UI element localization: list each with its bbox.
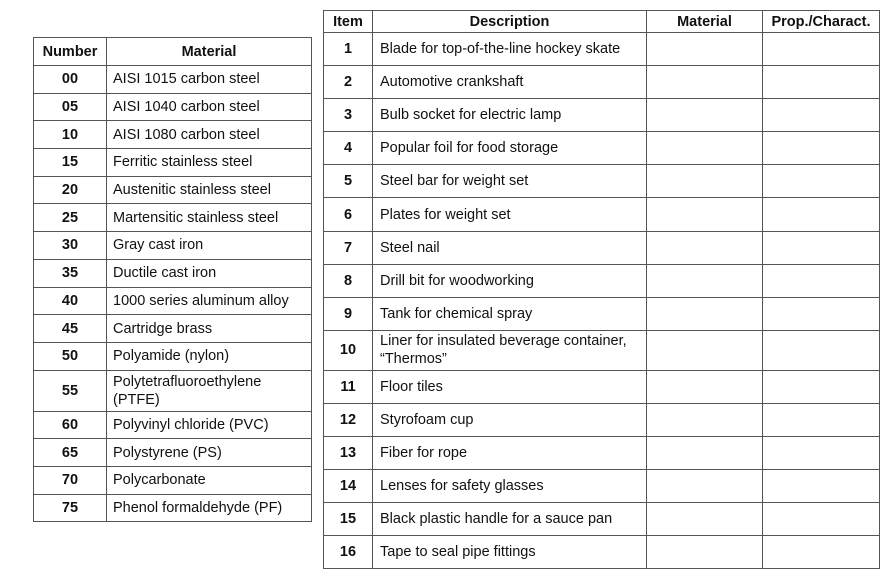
item-description: Steel nail xyxy=(373,231,647,264)
item-description: Bulb socket for electric lamp xyxy=(373,99,647,132)
item-material-cell[interactable] xyxy=(647,99,763,132)
table-row xyxy=(324,264,880,297)
material-number: 40 xyxy=(34,287,107,315)
item-prop-cell[interactable] xyxy=(763,297,880,330)
material-number: 60 xyxy=(34,411,107,439)
material-name: Phenol formaldehyde (PF) xyxy=(107,494,312,522)
material-number: 30 xyxy=(34,232,107,260)
item-number: 14 xyxy=(324,470,373,503)
item-material-cell[interactable] xyxy=(647,231,763,264)
column-header-number: Number xyxy=(34,38,107,66)
table-row xyxy=(324,503,880,536)
item-material-cell[interactable] xyxy=(647,330,763,370)
table-row xyxy=(34,466,312,494)
item-prop-cell[interactable] xyxy=(763,33,880,66)
item-number: 12 xyxy=(324,403,373,436)
item-number: 16 xyxy=(324,536,373,569)
item-prop-cell[interactable] xyxy=(763,403,880,436)
material-number: 00 xyxy=(34,66,107,94)
item-prop-cell[interactable] xyxy=(763,536,880,569)
table-row xyxy=(34,259,312,287)
item-material-cell[interactable] xyxy=(647,66,763,99)
material-name: Ferritic stainless steel xyxy=(107,149,312,177)
item-prop-cell[interactable] xyxy=(763,231,880,264)
item-number: 4 xyxy=(324,132,373,165)
item-material-cell[interactable] xyxy=(647,264,763,297)
table-row xyxy=(324,330,880,370)
material-name: Polyamide (nylon) xyxy=(107,342,312,370)
table-row xyxy=(324,231,880,264)
item-description: Black plastic handle for a sauce pan xyxy=(373,503,647,536)
material-name: AISI 1015 carbon steel xyxy=(107,66,312,94)
material-name: Polyvinyl chloride (PVC) xyxy=(107,411,312,439)
item-material-cell[interactable] xyxy=(647,132,763,165)
item-prop-cell[interactable] xyxy=(763,503,880,536)
material-number: 70 xyxy=(34,466,107,494)
item-prop-cell[interactable] xyxy=(763,66,880,99)
item-prop-cell[interactable] xyxy=(763,99,880,132)
table-row xyxy=(34,342,312,370)
item-material-cell[interactable] xyxy=(647,470,763,503)
item-description: Steel bar for weight set xyxy=(373,165,647,198)
table-row xyxy=(34,232,312,260)
table-row xyxy=(324,297,880,330)
item-number: 13 xyxy=(324,437,373,470)
table-row xyxy=(324,99,880,132)
item-description: Fiber for rope xyxy=(373,437,647,470)
item-description: Drill bit for woodworking xyxy=(373,264,647,297)
column-header-item: Item xyxy=(324,11,373,33)
item-prop-cell[interactable] xyxy=(763,198,880,231)
material-number: 05 xyxy=(34,93,107,121)
item-prop-cell[interactable] xyxy=(763,437,880,470)
item-prop-cell[interactable] xyxy=(763,264,880,297)
table-row xyxy=(324,403,880,436)
item-description: Styrofoam cup xyxy=(373,403,647,436)
table-row xyxy=(324,536,880,569)
material-name: Polystyrene (PS) xyxy=(107,439,312,467)
item-prop-cell[interactable] xyxy=(763,330,880,370)
item-number: 2 xyxy=(324,66,373,99)
table-row xyxy=(34,149,312,177)
items-table xyxy=(323,10,880,569)
table-row xyxy=(324,437,880,470)
item-number: 15 xyxy=(324,503,373,536)
material-name: AISI 1040 carbon steel xyxy=(107,93,312,121)
table-row xyxy=(324,132,880,165)
table-row xyxy=(34,204,312,232)
material-name: 1000 series aluminum alloy xyxy=(107,287,312,315)
table-row xyxy=(34,93,312,121)
item-description: Lenses for safety glasses xyxy=(373,470,647,503)
material-number: 55 xyxy=(34,370,107,411)
table-row xyxy=(34,176,312,204)
items-header-row xyxy=(324,11,880,33)
item-number: 6 xyxy=(324,198,373,231)
item-prop-cell[interactable] xyxy=(763,370,880,403)
materials-header-row xyxy=(34,38,312,66)
table-row xyxy=(34,411,312,439)
material-name: Polycarbonate xyxy=(107,466,312,494)
item-number: 9 xyxy=(324,297,373,330)
material-name: AISI 1080 carbon steel xyxy=(107,121,312,149)
item-description: Blade for top-of-the-line hockey skate xyxy=(373,33,647,66)
item-description: Popular foil for food storage xyxy=(373,132,647,165)
item-number: 1 xyxy=(324,33,373,66)
column-header-material: Material xyxy=(107,38,312,66)
item-number: 5 xyxy=(324,165,373,198)
item-number: 10 xyxy=(324,330,373,370)
item-material-cell[interactable] xyxy=(647,198,763,231)
column-header-description: Description xyxy=(373,11,647,33)
item-material-cell[interactable] xyxy=(647,437,763,470)
table-row xyxy=(34,315,312,343)
item-material-cell[interactable] xyxy=(647,370,763,403)
item-number: 7 xyxy=(324,231,373,264)
material-name: Gray cast iron xyxy=(107,232,312,260)
item-number: 11 xyxy=(324,370,373,403)
item-description: Floor tiles xyxy=(373,370,647,403)
item-description: Tape to seal pipe fittings xyxy=(373,536,647,569)
table-row xyxy=(34,439,312,467)
table-row xyxy=(324,198,880,231)
materials-table xyxy=(33,37,312,522)
table-row xyxy=(34,287,312,315)
item-description: Liner for insulated beverage container, “Thermos” xyxy=(373,330,647,370)
table-row xyxy=(34,370,312,411)
material-name: Cartridge brass xyxy=(107,315,312,343)
material-number: 45 xyxy=(34,315,107,343)
material-number: 15 xyxy=(34,149,107,177)
table-row xyxy=(324,370,880,403)
item-prop-cell[interactable] xyxy=(763,132,880,165)
item-number: 8 xyxy=(324,264,373,297)
material-name: Martensitic stainless steel xyxy=(107,204,312,232)
item-material-cell[interactable] xyxy=(647,536,763,569)
material-name: Ductile cast iron xyxy=(107,259,312,287)
item-material-cell[interactable] xyxy=(647,403,763,436)
column-header-prop: Prop./Charact. xyxy=(763,11,880,33)
table-row xyxy=(324,165,880,198)
table-row xyxy=(34,121,312,149)
material-number: 35 xyxy=(34,259,107,287)
material-name: Polytetrafluoroethylene (PTFE) xyxy=(107,370,312,411)
material-number: 65 xyxy=(34,439,107,467)
column-header-material: Material xyxy=(647,11,763,33)
item-number: 3 xyxy=(324,99,373,132)
item-prop-cell[interactable] xyxy=(763,165,880,198)
table-row xyxy=(324,33,880,66)
item-material-cell[interactable] xyxy=(647,33,763,66)
item-description: Tank for chemical spray xyxy=(373,297,647,330)
item-description: Automotive crankshaft xyxy=(373,66,647,99)
material-number: 50 xyxy=(34,342,107,370)
material-number: 25 xyxy=(34,204,107,232)
material-number: 20 xyxy=(34,176,107,204)
item-description: Plates for weight set xyxy=(373,198,647,231)
item-material-cell[interactable] xyxy=(647,165,763,198)
material-number: 10 xyxy=(34,121,107,149)
material-number: 75 xyxy=(34,494,107,522)
table-row xyxy=(34,66,312,94)
item-material-cell[interactable] xyxy=(647,503,763,536)
table-row xyxy=(324,66,880,99)
item-prop-cell[interactable] xyxy=(763,470,880,503)
table-row xyxy=(324,470,880,503)
material-name: Austenitic stainless steel xyxy=(107,176,312,204)
item-material-cell[interactable] xyxy=(647,297,763,330)
table-row xyxy=(34,494,312,522)
